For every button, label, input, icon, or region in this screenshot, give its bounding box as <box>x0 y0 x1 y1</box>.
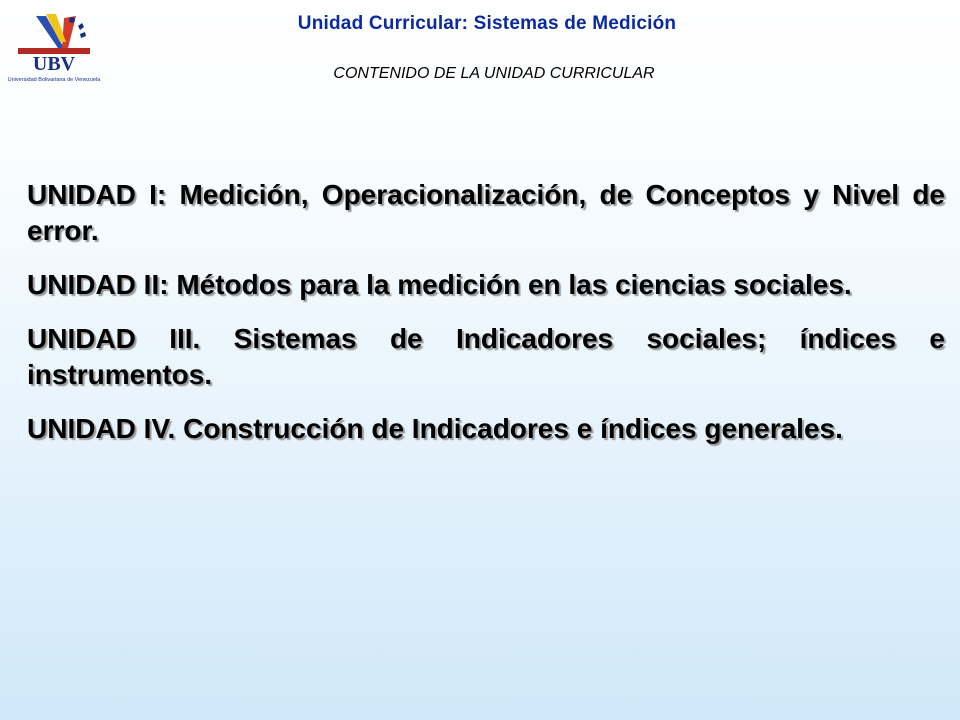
unit-list <box>27 177 945 465</box>
page-subtitle: CONTENIDO DE LA UNIDAD CURRICULAR <box>333 65 655 82</box>
header-title-row <box>0 13 960 35</box>
page-title: Unidad Curricular: Sistemas de Medición <box>297 13 677 34</box>
unit-item-4: UNIDAD IV. Construcción de Indicadores e índices generales. <box>27 413 843 444</box>
header-subtitle-row <box>0 65 960 83</box>
unit-item-1: UNIDAD I: Medición, Operacionalización, de Conceptos y Nivel de error. <box>27 179 945 246</box>
unit-item-3: UNIDAD III. Sistemas de Indicadores sociales; índices e instrumentos. <box>27 323 945 390</box>
logo-caption: Universidad Bolivariana de Venezuela <box>7 77 101 83</box>
unit-item-2: UNIDAD II: Métodos para la medición en las ciencias sociales. <box>27 269 852 300</box>
logo-acronym: UBV <box>32 53 76 75</box>
